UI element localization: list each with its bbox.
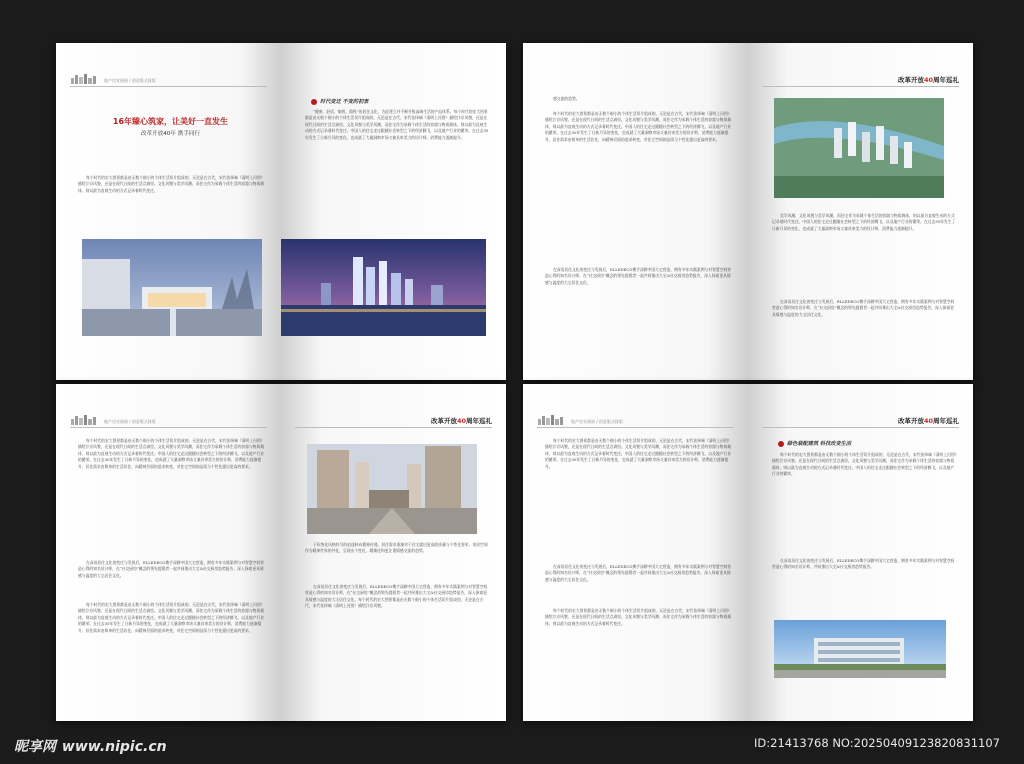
site-watermark: 昵享网 www.nipic.cn	[14, 739, 167, 755]
skyline-logo-icon	[537, 414, 567, 425]
image-id-watermark: ID:21413768 NO:20250409123820831107	[754, 736, 1000, 750]
body-paragraph: 每个时代的宏大图景都是由无数个细小的个体生活切片组成的，无论是在古代，宋代张择端《清明上河图》描绘汴京风貌，还是在现代日间的生活点滴里。文化风貌与美学风潮，而住宅作为承载个体生活的容器与物质载体，则以最为直观生动的方式记录着时代变迁。	[545, 608, 732, 626]
body-paragraph: 在深谙居住文化的变迁与发展后，ELLEDECO携手深耕中国大宅营造，拥有多年实践案例与对智慧空间营造心得的知名设计师，在“社交厨房”概念的领先提倡者一起共同推出大宅&社交厨房趋势报告，深入探索更具情感与温度的大宅居住文化。	[78, 560, 265, 578]
spread-3-left-page	[56, 384, 281, 721]
spread-2	[523, 43, 973, 380]
body-paragraph: 在深谙居住文化的变迁与发展后，ELLEDECO携手深耕中国大宅营造，拥有多年实践案例与对智慧空间营造心得的知名设计师，在“社交厨房”概念的领先提倡者一起共同推出大宅&社交厨房趋势报告，深入探索更具情感与温度的大宅居住文化。	[545, 267, 732, 285]
body-paragraph: 在深谙居住文化的变迁与发展后，ELLEDECO携手深耕中国大宅营造，拥有多年实践案例与对智慧空间营造心得的知名设计师，在“社交厨房”概念的领先提倡者一起共同推出大宅&社交厨房趋势报告，深入探索更具情感与温度的大宅居住文化。	[772, 299, 955, 317]
spread-1-right-page	[281, 43, 506, 380]
page-header	[537, 414, 734, 428]
body-paragraph: 每个时代的宏大图景都是由无数个细小的个体生活切片组成的，无论是在古代，宋代张择端《清明上河图》描绘汴京风貌，还是在现代日间的生活点滴里。文化风貌与美学风潮，而住宅作为承载个体生活的容器与物质载体，则以最为直观生动的方式记录着时代变迁。中国人的住宅走过跟随社会转型之下的经济腾飞，以及地产行业的繁荣。在过去30年发生了日新月异的变化，也成就了大量洞察市场又兼具审美力的设计师，消费能力逐渐提升，居住需求由简单的生活居住，向精神层面的追求转变，对住宅空间的品质与个性化提出更高的要求。	[78, 602, 265, 633]
body-paragraph: 感交流的趋势。	[553, 96, 580, 101]
skyline-logo-icon	[70, 73, 100, 84]
brand-mark: 改革开放40周年巡礼	[897, 417, 959, 425]
header-caption: 地产房宣画册 / 创意版式排版	[104, 78, 156, 83]
section-heading: 绿色装配建筑 科技改变生活	[778, 440, 957, 447]
building-photo	[82, 239, 262, 336]
header-caption: 地产房宣画册 / 创意版式排版	[571, 419, 623, 424]
body-paragraph: 在深谙居住文化的变迁与发展后，ELLEDECO携手深耕中国大宅营造，拥有多年实践案例与对智慧空间营造心得的知名设计师，在“社交厨房”概念的领先提倡者一起共同推出大宅&社交厨房趋势报告，深入探索更具情感与温度的大宅居住文化。	[545, 564, 732, 582]
brand-mark: 改革开放40周年巡礼	[430, 417, 492, 425]
office-building-photo	[774, 620, 946, 678]
header-caption: 地产房宣画册 / 创意版式排版	[104, 419, 156, 424]
body-paragraph: 每个时代的宏大图景都是由无数个细小的个体生活切片组成的，无论是在古代，宋代张择端《清明上河图》描绘汴京风貌，还是在现代日间的生活点滴里。文化风貌与美学风潮，而住宅作为承载个体生活的容器与物质载体，则以最为直观生动的方式记录着时代变迁。中国人的住宅走过跟随社会转型之下的经济腾飞，以及地产行业的繁荣。	[772, 452, 957, 477]
spread-4-right-page	[748, 384, 973, 721]
body-paragraph: 于标签化风格符号的追逐转向精神传递，居住需求逐渐对于住宅提出更高的质量与个性化要求，家居空间作为精神世界的外化，呈现出个性化、精细化和更注重情感交流的趋势。	[305, 542, 488, 554]
spread-4-left-page	[523, 384, 748, 721]
heading-bullet-icon	[778, 441, 784, 447]
page-header	[70, 73, 267, 87]
page-header	[762, 73, 959, 87]
spread-3-right-page	[281, 384, 506, 721]
body-paragraph: 每个时代的宏大图景都是由无数个细小的个体生活切片组成的，无论是在古代，宋代张择端《清明上河图》描绘汴京风貌，还是在现代日间的生活点滴里。文化风貌与美学风潮，而住宅作为承载个体生活的容器与物质载体，则以最为直观生动的方式记录着时代变迁。	[78, 175, 265, 193]
page-header	[295, 414, 492, 428]
spread-2-left-page	[523, 43, 748, 380]
body-paragraph: 在深谙居住文化的变迁与发展后，ELLEDECO携手深耕中国大宅营造，拥有多年实践案例与对智慧空间营造心得的知名设计师，在“社交厨房”概念的领先提倡者一起共同推出大宅&社交厨房趋势报告，深入探索更具情感与温度的大宅居住文化。每个时代的宏大图景都是由无数个细小的个体生活切片组成的，无论是在古代，宋代张择端《清明上河图》描绘汴京风貌。	[305, 584, 488, 609]
spread-1	[56, 43, 506, 380]
body-paragraph: 美学风潮，文化风貌与美学风潮，而住宅作为承载个体生活的容器与物质载体，则以最为直观生动的方式记录着时代变迁。中国人的住宅走过跟随社会转型之下的经济腾飞，以及地产行业的繁荣。在过去30年发生了日新月异的变化，也成就了大量洞察市场又兼具审美力的设计师，消费能力逐渐提升。	[772, 213, 956, 231]
heading-bullet-icon	[311, 99, 317, 105]
skyline-logo-icon	[70, 414, 100, 425]
aerial-photo	[774, 98, 944, 198]
body-paragraph: 每个时代的宏大图景都是由无数个细小的个体生活切片组成的，无论是在古代，宋代张择端《清明上河图》描绘汴京风貌，还是在现代日间的生活点滴里。文化风貌与美学风潮，而住宅作为承载个体生活的容器与物质载体，则以最为直观生动的方式记录着时代变迁。中国人的住宅走过跟随社会转型之下的经济腾飞，以及地产行业的繁荣。在过去30年发生了日新月异的变化，也成就了大量洞察市场又兼具审美力的设计师，消费能力逐渐提升。	[545, 438, 732, 469]
page-header	[762, 414, 959, 428]
page-title: 16年臻心筑家，让美好一直发生	[112, 117, 229, 126]
street-photo	[307, 444, 477, 534]
body-paragraph: 每个时代的宏大图景都是由无数个细小的个体生活切片组成的，无论是在古代，宋代张择端《清明上河图》描绘汴京风貌，还是在现代日间的生活点滴里。文化风貌与美学风潮，而住宅作为承载个体生活的容器与物质载体，则以最为直观生动的方式记录着时代变迁。中国人的住宅走过跟随社会转型之下的经济腾飞，以及地产行业的繁荣。在过去30年发生了日新月异的变化，也成就了大量洞察市场又兼具审美力的设计师，消费能力逐渐提升，居住需求由简单的生活居住，向精神层面的追求转变，对住宅空间的品质与个性化提出更高的要求。	[545, 111, 732, 142]
body-paragraph: 在深谙居住文化的变迁与发展后，ELLEDECO携手深耕中国大宅营造，拥有多年实践案例与对智慧空间营造心得的知名设计师，共同推出大宅&社交厨房趋势报告。	[772, 558, 955, 570]
body-paragraph: 每个时代的宏大图景都是由无数个细小的个体生活切片组成的，无论是在古代，宋代张择端《清明上河图》描绘汴京风貌，还是在现代日间的生活点滴里。文化风貌与美学风潮，而住宅作为承载个体生活的容器与物质载体，则以最为直观生动的方式记录着时代变迁。中国人的住宅走过跟随社会转型之下的经济腾飞，以及地产行业的繁荣。在过去30年发生了日新月异的变化，也成就了大量洞察市场又兼具审美力的设计师，消费能力逐渐提升，居住需求由简单的生活居住，向精神层面的追求转变，对住宅空间的品质与个性化提出更高的要求。	[78, 438, 265, 469]
section-heading: 时代变迁 不变的初衷	[311, 98, 490, 105]
brand-mark: 改革开放40周年巡礼	[897, 76, 959, 84]
spread-3	[56, 384, 506, 721]
city-night-photo	[281, 239, 486, 336]
spread-1-left-page	[56, 43, 281, 380]
page-header	[70, 414, 267, 428]
page-subtitle: 改革开放40年 携手同行	[140, 131, 201, 137]
spread-4	[523, 384, 973, 721]
body-paragraph: “健康、舒适、愉悦、精致”的居住文化，为此建立并不断升级高端生活的产品体系。每个时代的宏大图景都是由无数个细小的个体生活切片组成的，无论是在古代，宋代张择端《清明上河图》描绘汴京风貌，还是在现代日间的生活点滴里。文化风貌与美学风潮，而住宅作为承载个体生活的容器与物质载体，则以最为直观生动的方式记录着时代变迁。中国人的住宅走过跟随社会转型之下的经济腾飞，以及地产行业的繁荣。在过去30年发生了日新月异的变化，也成就了大量洞察市场又兼具审美力的设计师，消费能力逐渐提升。	[305, 109, 489, 140]
spread-2-right-page	[748, 43, 973, 380]
